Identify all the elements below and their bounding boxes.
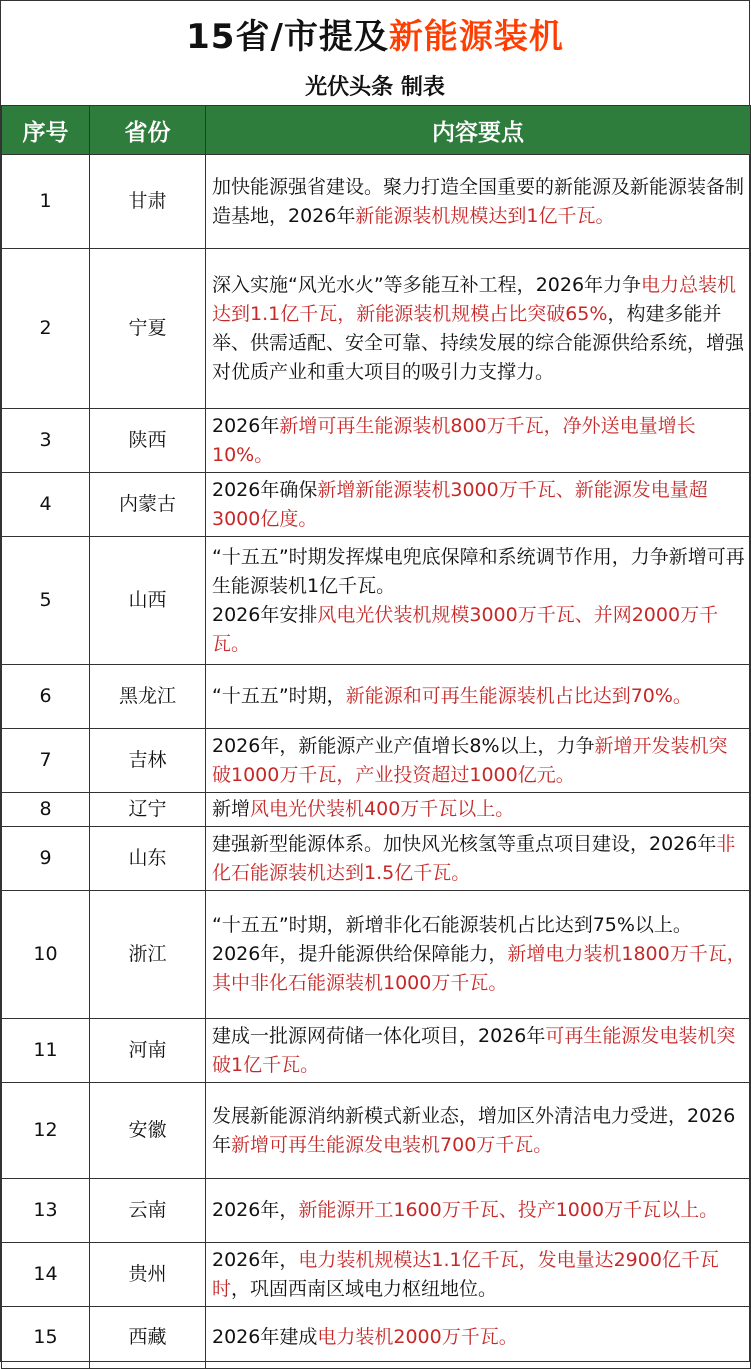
row-index: 8	[2, 793, 90, 827]
row-index: 3	[2, 409, 90, 473]
table-row	[2, 473, 751, 537]
row-province: 浙江	[90, 891, 206, 1019]
plain-text: 新增	[212, 798, 251, 820]
table-row	[2, 1179, 751, 1243]
plain-text: 建成一批源网荷储一体化项目，2026年	[212, 1024, 546, 1047]
table-row	[2, 665, 751, 729]
content-paragraph	[212, 911, 746, 940]
row-content	[206, 249, 751, 409]
content-paragraph	[212, 830, 746, 888]
highlighted-text: 电力装机规模达1.1亿千瓦，发电量达2900亿千瓦时	[212, 1248, 719, 1300]
plain-text: 2026年，新能源产业产值增长8%以上，力争	[212, 734, 595, 757]
table-row	[2, 1083, 751, 1179]
row-content	[206, 1243, 751, 1307]
table-row	[2, 729, 751, 793]
page-subtitle: 光伏头条 制表	[305, 74, 445, 100]
header-index: 序号	[2, 106, 90, 155]
row-province: 安徽	[90, 1083, 206, 1179]
row-province: 山东	[90, 827, 206, 891]
highlighted-text: 电力装机2000万千瓦。	[317, 1326, 518, 1348]
plain-text: 2026年安排	[212, 603, 318, 626]
plain-text: 2026年，	[212, 1248, 299, 1271]
row-index: 13	[2, 1179, 90, 1243]
row-index: 4	[2, 473, 90, 537]
highlighted-text: 风电光伏装机规模3000万千瓦、并网2000万千瓦。	[212, 603, 719, 655]
table-row	[2, 249, 751, 409]
content-paragraph	[212, 1102, 746, 1160]
row-index: 2	[2, 249, 90, 409]
row-province: 贵州	[90, 1243, 206, 1307]
province-table	[1, 105, 751, 1369]
page-title	[1, 1, 749, 65]
row-index: 12	[2, 1083, 90, 1179]
table-row	[2, 537, 751, 665]
highlighted-text: 非化石能源装机达到1.5亿千瓦。	[212, 832, 736, 884]
row-index: 11	[2, 1019, 90, 1083]
row-province: 山西	[90, 537, 206, 665]
highlighted-text: 新能源和可再生能源装机占比达到70%。	[345, 685, 692, 707]
content-paragraph	[212, 173, 746, 231]
plain-text: 2026年，提升能源供给保障能力，	[212, 943, 508, 965]
plain-text: 加快能源强省建设。聚力打造全国重要的新能源及新能源装备制造基地，2026年	[212, 175, 745, 227]
row-content	[206, 827, 751, 891]
header-province: 省份	[90, 106, 206, 155]
table-row	[2, 1243, 751, 1307]
plain-text: 发展新能源消纳新模式新业态，增加区外清洁电力受进，2026年	[212, 1104, 736, 1156]
table-row	[2, 827, 751, 891]
row-index: 5	[2, 537, 90, 665]
plain-text: “十五五”时期，新增非化石能源装机占比达到75%以上。	[212, 914, 692, 936]
content-paragraph	[212, 795, 746, 824]
row-province: 云南	[90, 1179, 206, 1243]
row-content	[206, 1083, 751, 1179]
row-content	[206, 793, 751, 827]
plain-text: ，巩固西南区域电力枢纽地位。	[231, 1277, 498, 1300]
content-paragraph	[212, 732, 746, 790]
highlighted-text: 新能源开工1600万千瓦、投产1000万千瓦以上。	[298, 1199, 719, 1221]
row-content	[206, 891, 751, 1019]
content-paragraph	[212, 271, 746, 387]
row-index: 1	[2, 155, 90, 249]
row-index: 10	[2, 891, 90, 1019]
row-content	[206, 1019, 751, 1083]
content-paragraph	[212, 476, 746, 534]
row-province: 吉林	[90, 729, 206, 793]
row-province: 河南	[90, 1019, 206, 1083]
table-row	[2, 793, 751, 827]
row-index: 15	[2, 1307, 90, 1369]
plain-text: 建强新型能源体系。加快风光核氢等重点项目建设，2026年	[212, 832, 717, 855]
plain-text: “十五五”时期发挥煤电兜底保障和系统调节作用，力争新增可再生能源装机1亿千瓦。	[212, 545, 745, 597]
row-province: 黑龙江	[90, 665, 206, 729]
title-prefix: 15省/市提及	[186, 16, 389, 57]
content-paragraph	[212, 1196, 746, 1225]
row-content	[206, 409, 751, 473]
plain-text: “十五五”时期，	[212, 685, 346, 707]
highlighted-text: 新增电力装机1800万千瓦，其中非化石能源装机1000万千瓦。	[212, 943, 746, 994]
plain-text: 深入实施“风光水火”等多能互补工程，2026年力争	[212, 273, 642, 296]
highlighted-text: 可再生能源发电装机突破1亿千瓦。	[212, 1024, 736, 1076]
content-paragraph	[212, 543, 746, 601]
title-highlight: 新能源装机	[388, 16, 564, 57]
row-province: 宁夏	[90, 249, 206, 409]
highlighted-text: 新增可再生能源装机800万千瓦，净外送电量增长10%。	[212, 414, 696, 466]
content-paragraph	[212, 940, 746, 998]
content-paragraph	[212, 682, 746, 711]
content-paragraph	[212, 1323, 746, 1352]
row-index: 6	[2, 665, 90, 729]
table-row	[2, 155, 751, 249]
table-row	[2, 409, 751, 473]
highlighted-text: 电力总装机达到1.1亿千瓦，新能源装机规模占比突破65%	[212, 273, 737, 325]
content-paragraph	[212, 412, 746, 470]
row-content	[206, 665, 751, 729]
table-header-row	[2, 106, 751, 155]
plain-text: 2026年，	[212, 1199, 299, 1221]
plain-text: 2026年建成	[212, 1326, 318, 1348]
table-body	[2, 155, 751, 1369]
table-row	[2, 1019, 751, 1083]
highlighted-text: 新能源装机规模达到1亿千瓦。	[355, 204, 615, 227]
row-content	[206, 729, 751, 793]
row-province: 西藏	[90, 1307, 206, 1369]
content-paragraph	[212, 601, 746, 659]
highlighted-text: 新增新能源装机3000万千瓦、新能源发电量超3000亿度。	[212, 478, 708, 530]
plain-text: ，构建多能并举、供需适配、安全可靠、持续发展的综合能源供给系统，增强对优质产业和重大项目的吸引力支撑力。	[212, 302, 745, 383]
row-province: 陕西	[90, 409, 206, 473]
row-province: 辽宁	[90, 793, 206, 827]
row-province: 甘肃	[90, 155, 206, 249]
highlighted-text: 新增开发装机突破1000万千瓦，产业投资超过1000亿元。	[212, 734, 728, 786]
content-paragraph	[212, 1246, 746, 1304]
row-content	[206, 155, 751, 249]
row-index: 14	[2, 1243, 90, 1307]
row-content	[206, 1307, 751, 1369]
row-index: 7	[2, 729, 90, 793]
row-index: 9	[2, 827, 90, 891]
table-row	[2, 891, 751, 1019]
row-content	[206, 1179, 751, 1243]
row-content	[206, 473, 751, 537]
row-content	[206, 537, 751, 665]
plain-text: 2026年	[212, 414, 280, 437]
highlighted-text: 新增可再生能源发电装机700万千瓦。	[231, 1133, 553, 1156]
header-content: 内容要点	[206, 106, 751, 155]
table-row	[2, 1307, 751, 1369]
row-province: 内蒙古	[90, 473, 206, 537]
plain-text: 2026年确保	[212, 478, 318, 501]
content-paragraph	[212, 1022, 746, 1080]
highlighted-text: 风电光伏装机400万千瓦以上。	[250, 798, 515, 820]
